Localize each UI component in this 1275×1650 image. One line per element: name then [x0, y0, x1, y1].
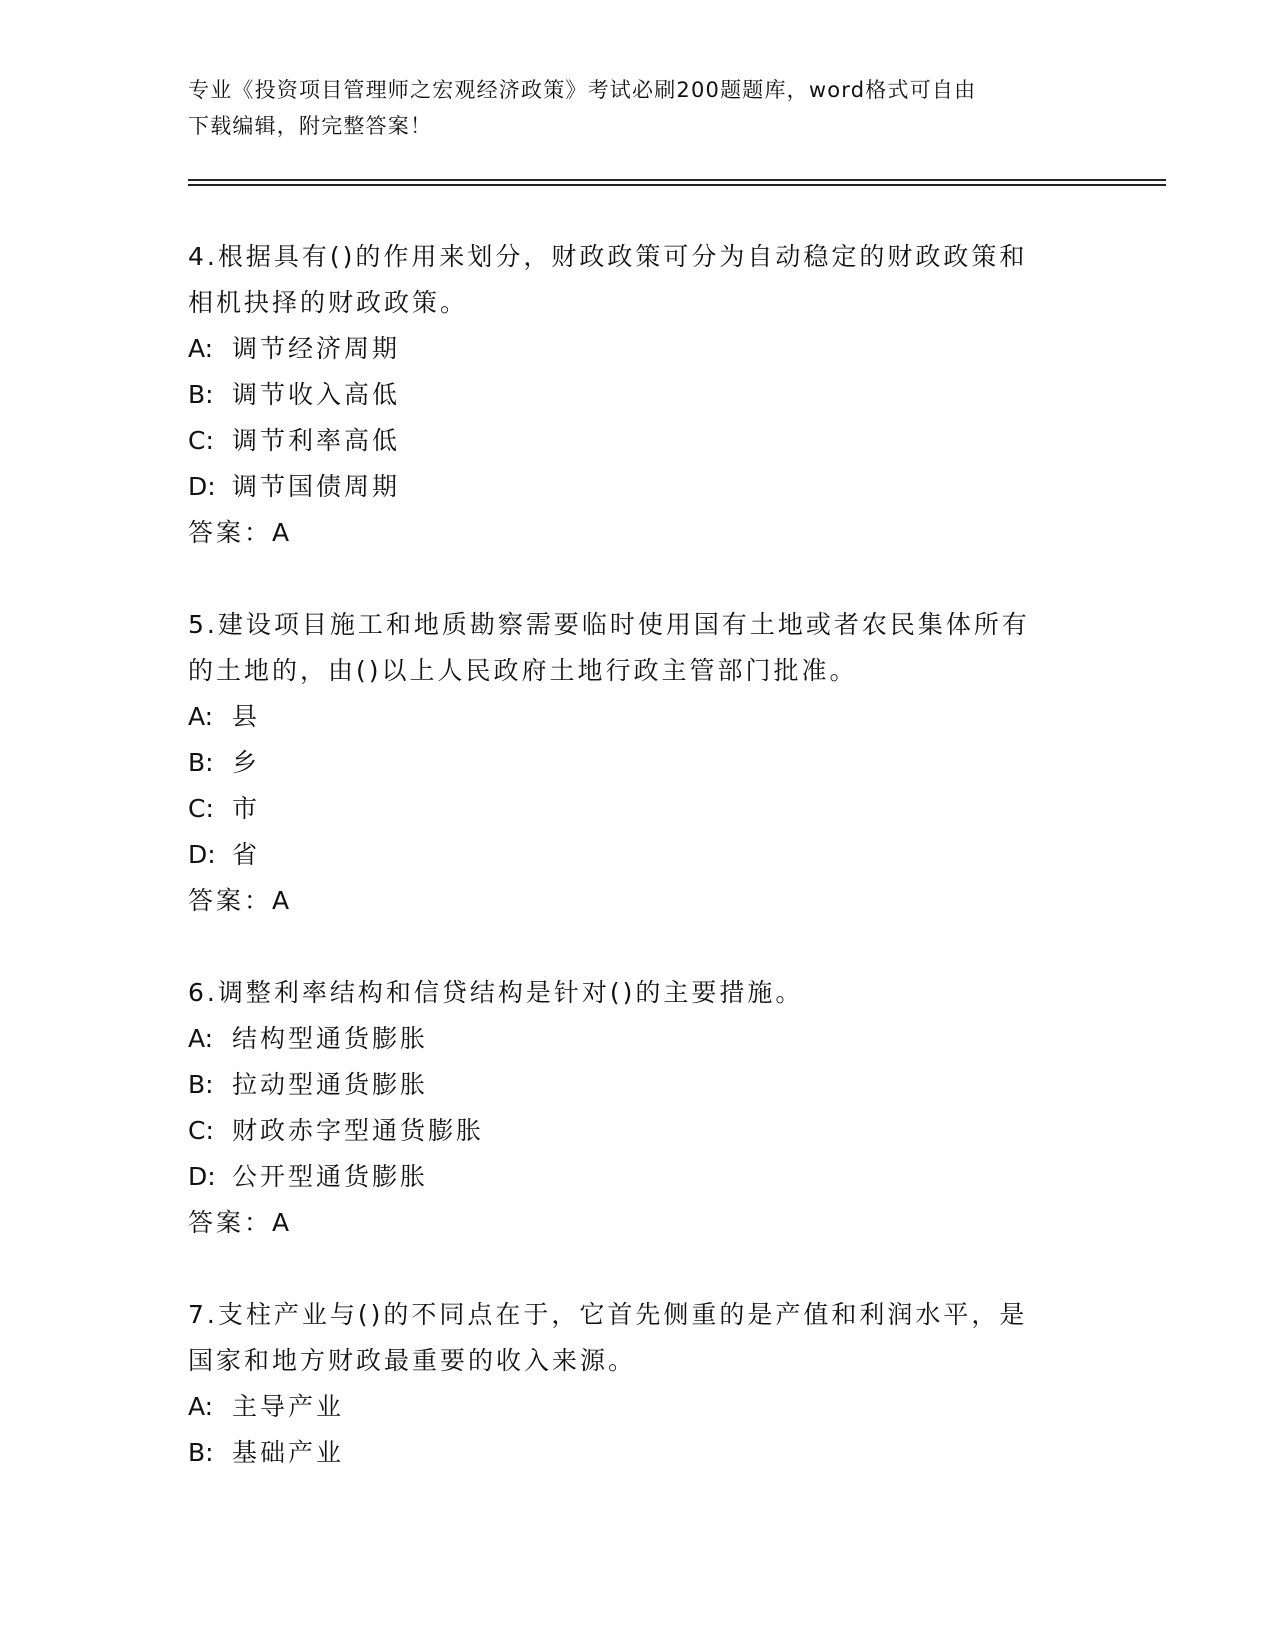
option-c	[188, 418, 1088, 464]
question-7	[188, 1292, 1088, 1476]
question-stem: 国家和地方财政最重要的收入来源。	[188, 1346, 637, 1375]
option-d	[188, 1154, 1088, 1200]
option-a	[188, 326, 1088, 372]
answer-line: 答案：A	[188, 518, 293, 547]
question-stem: 5.建设项目施工和地质勘察需要临时使用国有土地或者农民集体所有	[188, 610, 1030, 639]
option-key: A:	[188, 1024, 214, 1053]
answer-line: 答案：A	[188, 1208, 293, 1237]
option-text: 调节利率高低	[232, 426, 401, 455]
header-divider-bottom	[188, 184, 1166, 186]
option-b	[188, 1430, 1088, 1476]
option-text: 主导产业	[232, 1392, 345, 1421]
question-stem: 相机抉择的财政政策。	[188, 288, 469, 317]
option-key: C:	[188, 794, 214, 823]
option-text: 调节经济周期	[232, 334, 401, 363]
option-key: B:	[188, 748, 214, 777]
header-line-2: 下载编辑，附完整答案！	[188, 114, 433, 138]
option-c	[188, 786, 1088, 832]
question-list	[188, 234, 1088, 1522]
option-a	[188, 694, 1088, 740]
option-key: D:	[188, 840, 216, 869]
option-text: 公开型通货膨胀	[232, 1162, 429, 1191]
option-key: A:	[188, 334, 214, 363]
option-text: 基础产业	[232, 1438, 345, 1467]
question-stem: 7.支柱产业与()的不同点在于，它首先侧重的是产值和利润水平，是	[188, 1300, 1028, 1329]
header-divider-top	[188, 179, 1166, 181]
option-b	[188, 740, 1088, 786]
option-text: 调节收入高低	[232, 380, 401, 409]
option-text: 市	[232, 794, 261, 823]
option-b	[188, 1062, 1088, 1108]
question-stem: 的土地的，由()以上人民政府土地行政主管部门批准。	[188, 656, 858, 685]
option-key: C:	[188, 426, 214, 455]
option-key: D:	[188, 472, 216, 501]
answer-line: 答案：A	[188, 886, 293, 915]
option-text: 省	[232, 840, 261, 869]
option-key: A:	[188, 1392, 214, 1421]
option-a	[188, 1016, 1088, 1062]
option-key: D:	[188, 1162, 216, 1191]
question-6	[188, 970, 1088, 1246]
question-stem: 4.根据具有()的作用来划分，财政政策可分为自动稳定的财政政策和	[188, 242, 1028, 271]
option-key: A:	[188, 702, 214, 731]
option-text: 调节国债周期	[232, 472, 401, 501]
option-text: 财政赤字型通货膨胀	[232, 1116, 485, 1145]
option-c	[188, 1108, 1088, 1154]
question-4	[188, 234, 1088, 556]
question-5	[188, 602, 1088, 924]
option-text: 县	[232, 702, 261, 731]
option-key: B:	[188, 1070, 214, 1099]
option-d	[188, 832, 1088, 878]
option-d	[188, 464, 1088, 510]
option-key: C:	[188, 1116, 214, 1145]
option-text: 结构型通货膨胀	[232, 1024, 429, 1053]
option-text: 乡	[232, 748, 261, 777]
header-line-1: 专业《投资项目管理师之宏观经济政策》考试必刷200题题库，word格式可自由	[188, 78, 977, 102]
option-key: B:	[188, 1438, 214, 1467]
option-a	[188, 1384, 1088, 1430]
document-header	[188, 72, 1088, 144]
option-text: 拉动型通货膨胀	[232, 1070, 429, 1099]
option-key: B:	[188, 380, 214, 409]
question-stem: 6.调整利率结构和信贷结构是针对()的主要措施。	[188, 978, 804, 1007]
option-b	[188, 372, 1088, 418]
